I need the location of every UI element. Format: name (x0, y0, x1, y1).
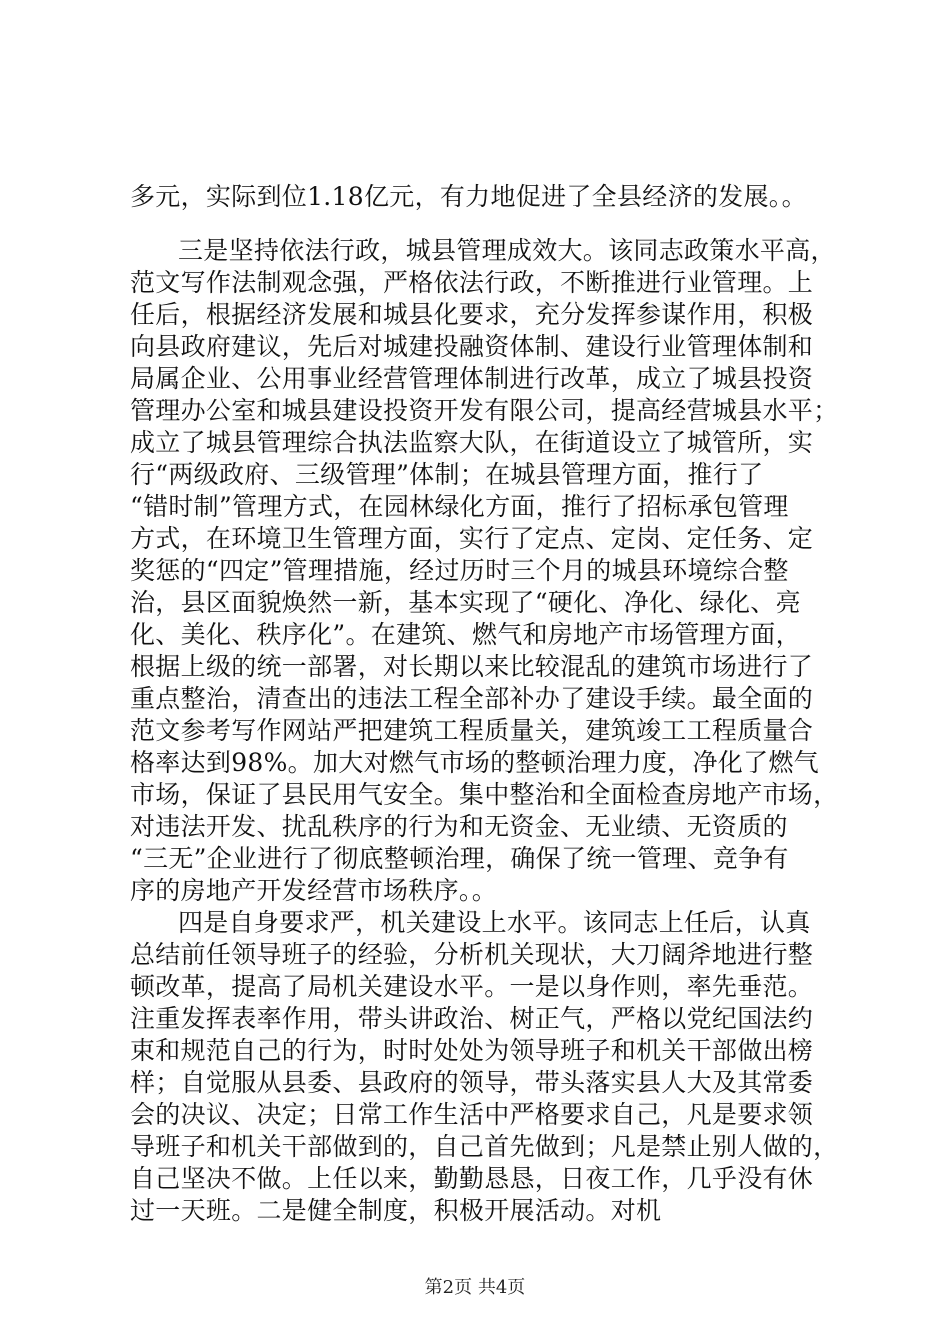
text-line: 根据上级的统一部署，对长期以来比较混乱的建筑市场进行了 (130, 652, 814, 681)
text-line: 导班子和机关干部做到的，自己首先做到；凡是禁止别人做的， (130, 1132, 839, 1161)
text-line: “三无”企业进行了彻底整顿治理，确保了统一管理、竞争有 (130, 844, 789, 873)
text-line: 会的决议、决定；日常工作生活中严格要求自己，凡是要求领 (130, 1100, 814, 1129)
text-line: 任后，根据经济发展和城县化要求，充分发挥参谋作用，积极 (130, 300, 814, 329)
text-line: 顿改革，提高了局机关建设水平。一是以身作则，率先垂范。 (130, 972, 814, 1001)
text-line: 自己坚决不做。上任以来，勤勤恳恳，日夜工作，几乎没有休 (130, 1164, 814, 1193)
text-line: 序的房地产开发经营市场秩序。。 (130, 876, 498, 905)
text-line: 向县政府建议，先后对城建投融资体制、建设行业管理体制和 (130, 332, 814, 361)
text-line: 化、美化、秩序化”。在建筑、燃气和房地产市场管理方面， (130, 620, 801, 649)
text-line: 注重发挥表率作用，带头讲政治、树正气，严格以党纪国法约 (130, 1004, 814, 1033)
text-line: 行“两级政府、三级管理”体制；在城县管理方面，推行了 (130, 460, 764, 489)
text-line: 局属企业、公用事业经营管理体制进行改革，成立了城县投资 (130, 364, 814, 393)
text-line: 样；自觉服从县委、县政府的领导，带头落实县人大及其常委 (130, 1068, 814, 1097)
text-line: 格率达到98%。加大对燃气市场的整顿治理力度，净化了燃气 (130, 748, 819, 777)
page-number-footer: 第2页 共4页 (424, 1277, 526, 1298)
text-line: 治，县区面貌焕然一新，基本实现了“硬化、净化、绿化、亮 (130, 588, 801, 617)
text-line: 多元，实际到位1.18亿元，有力地促进了全县经济的发展。。 (130, 182, 807, 211)
text-line: “错时制”管理方式，在园林绿化方面，推行了招标承包管理 (130, 492, 789, 521)
paragraph-first-line: 四是自身要求严，机关建设上水平。该同志上任后，认真 (178, 908, 811, 937)
paragraph-first-line: 三是坚持依法行政，城县管理成效大。该同志政策水平高， (178, 236, 836, 265)
text-line: 成立了城县管理综合执法监察大队，在街道设立了城管所，实 (130, 428, 814, 457)
text-line: 总结前任领导班子的经验，分析机关现状，大刀阔斧地进行整 (130, 940, 814, 969)
text-line: 市场，保证了县民用气安全。集中整治和全面检查房地产市场， (130, 780, 839, 809)
text-line: 范文参考写作网站严把建筑工程质量关，建筑竣工工程质量合 (130, 716, 814, 745)
text-line: 奖惩的“四定”管理措施，经过历时三个月的城县环境综合整 (130, 556, 789, 585)
text-line: 重点整治，清查出的违法工程全部补办了建设手续。最全面的 (130, 684, 814, 713)
text-line: 过一天班。二是健全制度，积极开展活动。对机 (130, 1196, 662, 1225)
text-line: 方式，在环境卫生管理方面，实行了定点、定岗、定任务、定 (130, 524, 814, 553)
text-line: 范文写作法制观念强，严格依法行政，不断推进行业管理。上 (130, 268, 814, 297)
text-line: 管理办公室和城县建设投资开发有限公司，提高经营城县水平； (130, 396, 839, 425)
text-line: 束和规范自己的行为，时时处处为领导班子和机关干部做出榜 (130, 1036, 814, 1065)
text-line: 对违法开发、扰乱秩序的行为和无资金、无业绩、无资质的 (130, 812, 788, 841)
